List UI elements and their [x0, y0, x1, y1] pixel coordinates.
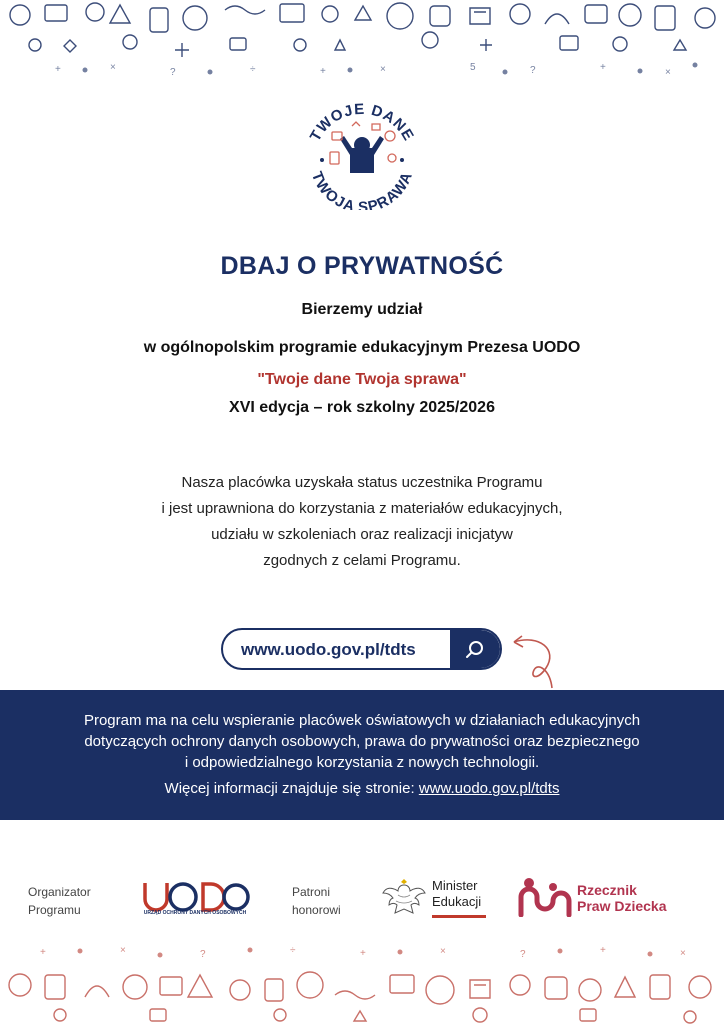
participation-text: Bierzemy udział — [301, 301, 423, 318]
page-title: DBAJ O PRYWATNOŚĆ — [220, 252, 504, 280]
status-description — [0, 470, 724, 574]
svg-text:TWOJA SPRAWA — [308, 169, 416, 210]
minister-line: Edukacji — [432, 894, 482, 909]
svg-text:÷: ÷ — [250, 64, 256, 75]
svg-text:?: ? — [200, 949, 206, 960]
bottom-doodle-border — [0, 935, 724, 1024]
organizer-line: Organizator — [28, 885, 91, 899]
svg-text:+: + — [320, 66, 326, 77]
svg-text:+: + — [600, 62, 606, 73]
svg-text:+: + — [40, 947, 46, 958]
more-info-prefix: Więcej informacji znajduje się stronie: — [164, 780, 419, 797]
organizer-label — [28, 883, 91, 919]
program-name-text: "Twoje dane Twoja sprawa" — [257, 371, 467, 388]
rpd-line: Rzecznik — [577, 882, 637, 898]
svg-text:+: + — [600, 945, 606, 956]
svg-text:+: + — [55, 64, 61, 75]
top-doodle-border — [0, 0, 724, 85]
info-line: dotyczących ochrony danych osobowych, prawa do prywatności oraz bezpiecznego — [84, 733, 640, 750]
logo-top-text: TWOJE DANE — [306, 100, 418, 145]
svg-text:×: × — [380, 64, 386, 75]
svg-text:×: × — [680, 948, 686, 959]
svg-text:×: × — [120, 945, 126, 956]
patrons-label — [292, 883, 341, 919]
svg-text:×: × — [440, 946, 446, 957]
status-line: zgodnych z celami Programu. — [263, 552, 461, 569]
program-logo — [292, 100, 432, 210]
child-figure-icon — [340, 136, 384, 173]
info-line: Program ma na celu wspieranie placówek oświatowych w działaniach edukacyjnych — [83, 712, 641, 729]
doodle-pattern-top — [0, 0, 724, 85]
program-description-text: w ogólnopolskim programie edukacyjnym Prezesa UODO — [143, 339, 581, 356]
polish-eagle-icon — [381, 873, 427, 921]
url-text[interactable]: www.uodo.gov.pl/tdts — [241, 640, 416, 659]
svg-text:×: × — [110, 62, 116, 73]
status-line: udziału w szkoleniach oraz realizacji inicjatyw — [211, 526, 513, 543]
url-search-bar[interactable] — [221, 628, 502, 670]
svg-text:+: + — [360, 948, 366, 959]
more-info-line — [0, 778, 724, 799]
search-icon — [463, 639, 487, 661]
svg-text:?: ? — [170, 67, 176, 78]
patrons-line: honorowi — [292, 903, 341, 917]
program-info-text — [0, 710, 724, 773]
logo-bottom-text: TWOJA SPRAWA — [307, 169, 417, 210]
rpd-logo-text — [577, 882, 667, 914]
svg-text:?: ? — [530, 65, 536, 76]
minister-line: Minister — [432, 878, 478, 893]
uodo-caption: URZĄD OCHRONY DANYCH OSOBOWYCH — [143, 910, 247, 916]
svg-text:÷: ÷ — [290, 945, 296, 956]
doodle-pattern-bottom — [0, 935, 724, 1024]
search-button[interactable] — [450, 630, 500, 670]
more-info-link[interactable]: www.uodo.gov.pl/tdts — [418, 780, 560, 797]
patrons-line: Patroni — [292, 885, 331, 899]
rpd-logo-icon — [517, 875, 572, 917]
svg-text:?: ? — [520, 949, 526, 960]
minister-underline — [432, 915, 486, 918]
edition-text: XVI edycja – rok szkolny 2025/2026 — [229, 399, 495, 416]
info-line: i odpowiedzialnego korzystania z nowych technologii. — [184, 754, 540, 771]
status-line: Nasza placówka uzyskała status uczestnika Programu — [181, 474, 543, 491]
svg-text:×: × — [665, 67, 671, 78]
svg-text:5: 5 — [470, 62, 476, 73]
program-info-box — [0, 690, 724, 820]
organizer-line: Programu — [28, 903, 81, 917]
minister-logo-text — [432, 878, 481, 910]
rpd-line: Praw Dziecka — [577, 898, 667, 914]
status-line: i jest uprawniona do korzystania z materiałów edukacyjnych, — [161, 500, 563, 517]
